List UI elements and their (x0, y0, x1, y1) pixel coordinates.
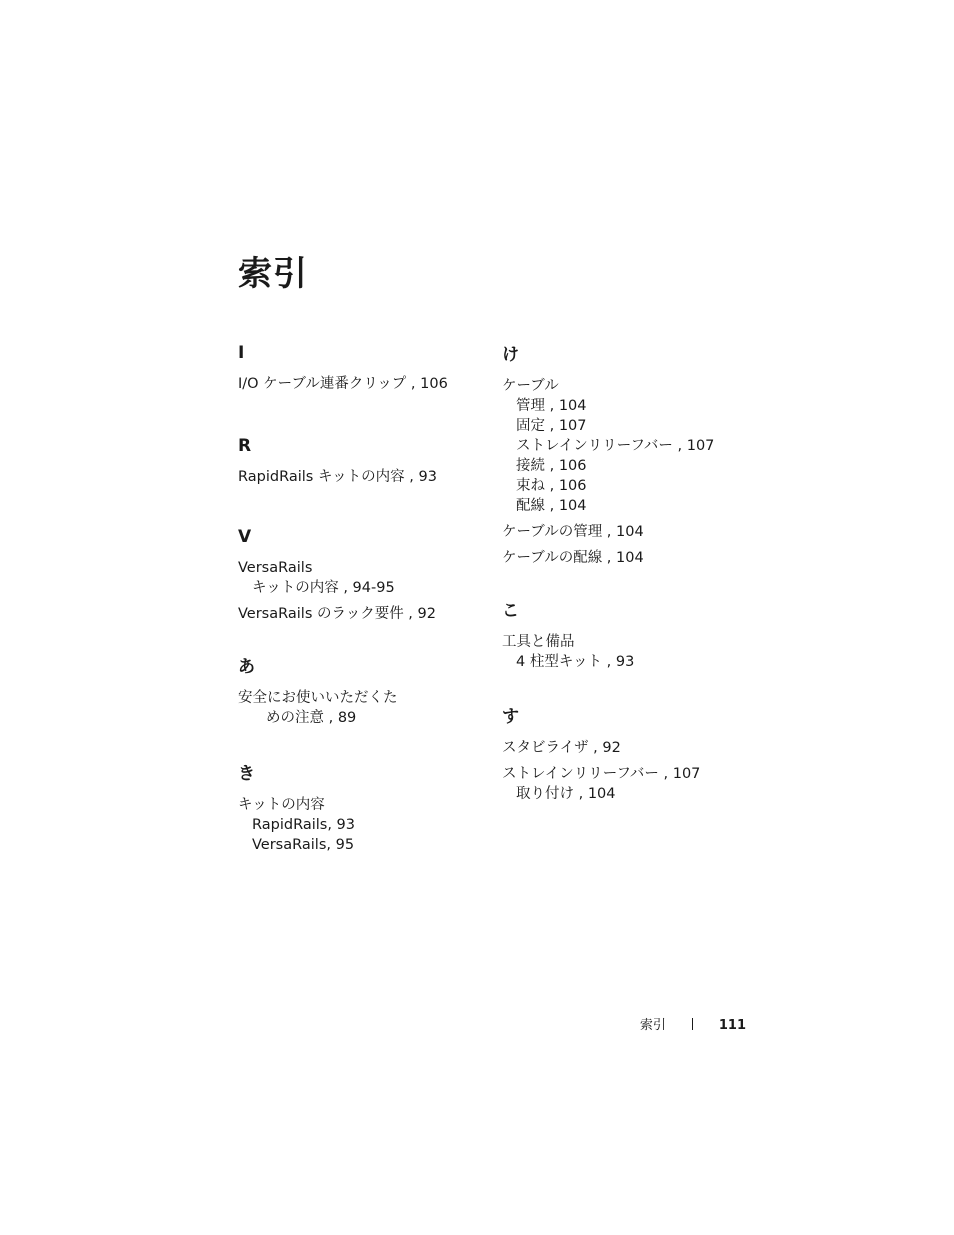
page-number: 111 (718, 1018, 746, 1033)
index-entry (502, 764, 762, 804)
index-section-r (238, 433, 488, 487)
index-section-ki (238, 761, 488, 855)
index-section-su (502, 704, 762, 804)
index-entry (238, 467, 488, 487)
entry-sub: 配線 , 104 (516, 498, 587, 514)
entry-sub: ストレインリリーフバー , 107 (516, 438, 715, 454)
index-section-ke (502, 342, 762, 568)
entry-main: ケーブルの配線 , 104 (502, 550, 644, 566)
entry-main: RapidRails キットの内容 , 93 (238, 469, 437, 485)
index-entry (238, 558, 488, 598)
entry-sub: 4 柱型キット , 93 (516, 654, 635, 670)
index-entry (502, 632, 762, 672)
page-title: 索引 (238, 254, 308, 294)
entry-main: VersaRails のラック要件 , 92 (238, 606, 436, 622)
index-entry (238, 688, 488, 728)
entry-sub: キットの内容 , 94-95 (252, 580, 395, 596)
index-entry (238, 795, 488, 855)
entry-main: ケーブル (502, 378, 559, 394)
entry-sub: 接続 , 106 (516, 458, 587, 474)
section-heading: き (238, 764, 255, 784)
section-heading: R (238, 436, 252, 456)
entry-sub: 固定 , 107 (516, 418, 587, 434)
index-section-a (238, 654, 488, 728)
entry-main: VersaRails (238, 560, 313, 576)
index-section-v (238, 524, 488, 624)
entry-sub: 束ね , 106 (516, 478, 587, 494)
entry-main: 安全にお使いいただくた (238, 690, 398, 706)
section-heading: こ (502, 601, 519, 621)
index-entry (502, 522, 762, 542)
index-section-ko (502, 598, 762, 672)
entry-continuation: めの注意 , 89 (266, 710, 357, 726)
entry-main: I/O ケーブル連番クリップ , 106 (238, 376, 448, 392)
index-column-left (238, 340, 488, 861)
section-heading: I (238, 343, 245, 363)
footer-label: 索引 (639, 1018, 666, 1033)
entry-main: 工具と備品 (502, 634, 575, 650)
entry-sub: RapidRails, 93 (252, 817, 356, 833)
entry-main: キットの内容 (238, 797, 325, 813)
index-column-right (502, 340, 762, 810)
index-entry (238, 604, 488, 624)
section-heading: V (238, 527, 252, 547)
index-entry (502, 738, 762, 758)
entry-main: スタビライザ , 92 (502, 740, 621, 756)
entry-main: ストレインリリーフバー , 107 (502, 766, 701, 782)
index-entry (502, 548, 762, 568)
section-heading: あ (238, 657, 255, 677)
index-entry (502, 376, 762, 516)
entry-sub: 取り付け , 104 (516, 786, 616, 802)
entry-sub: 管理 , 104 (516, 398, 587, 414)
entry-main: ケーブルの管理 , 104 (502, 524, 644, 540)
index-entry (238, 374, 488, 394)
index-section-i (238, 340, 488, 394)
section-heading: け (502, 345, 519, 365)
page-footer (0, 1016, 746, 1036)
section-heading: す (502, 707, 519, 727)
footer-separator (692, 1018, 693, 1030)
entry-sub: VersaRails, 95 (252, 837, 355, 853)
